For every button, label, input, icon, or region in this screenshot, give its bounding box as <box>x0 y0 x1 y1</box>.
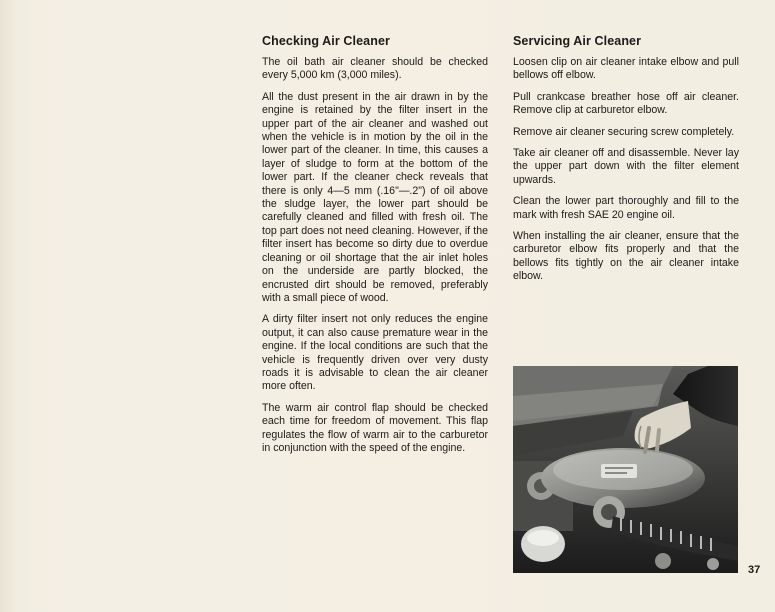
checking-air-cleaner-section <box>262 34 488 463</box>
paragraph: Clean the lower part thoroughly and fill to the mark with fresh SAE 20 engine oil. <box>513 195 739 221</box>
engine-photo-illustration <box>513 366 738 573</box>
paragraph: Remove air cleaner securing screw completely. <box>513 125 735 138</box>
paragraph: The warm air control flap should be checked each time for freedom of movement. This flap regulates the flow of warm air to the carburetor in conjunction with the speed of the engine. <box>262 401 488 454</box>
paragraph: Pull crankcase breather hose off air cleaner. Remove clip at carburetor elbow. <box>513 90 739 117</box>
paragraph: A dirty filter insert not only reduces the engine output, it can also cause premature wear in the engine. If the local conditions are such that the vehicle is frequently driven over very dusty roads it is advisable to clean the air cleaner more often. <box>262 313 488 393</box>
engine-air-cleaner-photo <box>513 366 738 573</box>
section-heading: Servicing Air Cleaner <box>513 34 642 48</box>
paragraph: The oil bath air cleaner should be checked every 5,000 km (3,000 miles). <box>262 56 488 82</box>
section-heading: Checking Air Cleaner <box>262 34 390 48</box>
paragraph: Take air cleaner off and disassemble. Never lay the upper part down with the filter element upwards. <box>513 147 739 186</box>
paragraph: Loosen clip on air cleaner intake elbow and pull bellows off elbow. <box>513 56 739 82</box>
paragraph: All the dust present in the air drawn in by the engine is retained by the filter insert in the upper part of the air cleaner and washed out when the vehicle is in motion by the oil in the lower part of the cleaner. In time, this causes a layer of sludge to form at the bottom of the lower part. If the cleaner check reveals that there is only 4—5 mm (.16"—.2") of oil above the sludge layer, the lower part should be carefully cleaned and filled with fresh oil. The top part does not need cleaning. However, if the filter insert has become so dirty due to overdue cleaning or oil shortage that the air inlet holes on the underside are partly blocked, the encrusted dirt should be removed, preferably with a small piece of wood. <box>262 90 488 304</box>
paragraph: When installing the air cleaner, ensure that the carburetor elbow fits properly and that the bellows fits tightly on the air cleaner intake elbow. <box>513 230 739 283</box>
page-number: 37 <box>748 564 761 576</box>
servicing-air-cleaner-section <box>513 34 739 292</box>
